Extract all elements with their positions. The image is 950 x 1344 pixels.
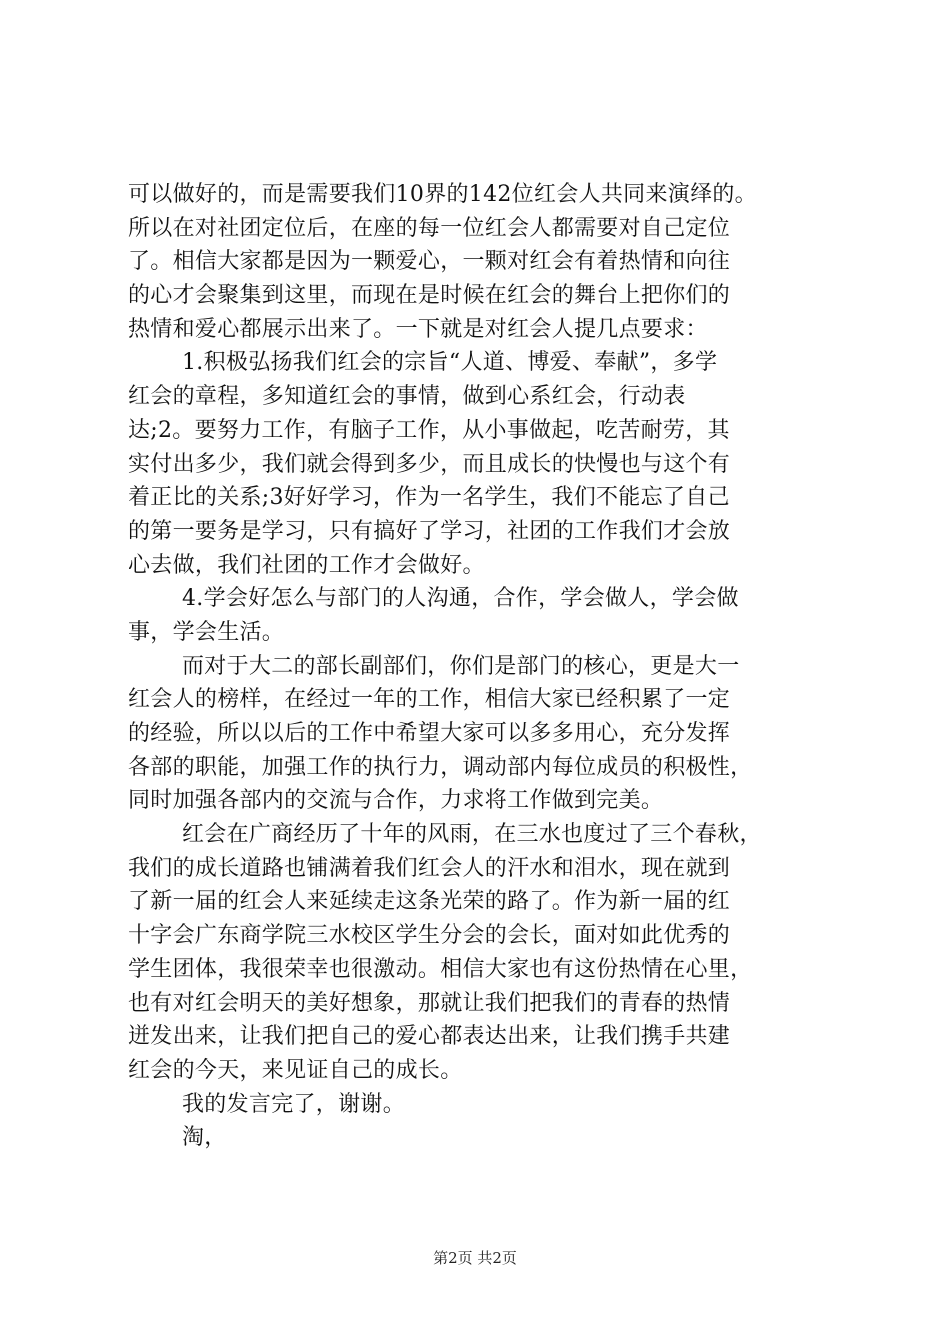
text-line: 热情和爱心都展示出来了。一下就是对红会人提几点要求： bbox=[128, 316, 708, 342]
text-line: 事，学会生活。 bbox=[128, 619, 285, 645]
text-line: 心去做，我们社团的工作才会做好。 bbox=[128, 552, 485, 578]
text-line: 可以做好的，而是需要我们10界的142位红会人共同来演绎的。 bbox=[128, 182, 757, 207]
text-line: 所以在对社团定位后，在座的每一位红会人都需要对自己定位 bbox=[128, 215, 731, 241]
text-line: 也有对红会明天的美好想象，那就让我们把我们的青春的热情 bbox=[128, 990, 731, 1016]
text-line: 淘， bbox=[182, 1125, 227, 1151]
text-line: 而对于大二的部长副部们，你们是部门的核心，更是大一 bbox=[182, 653, 740, 679]
text-line: 学生团体，我很荣幸也很激动。相信大家也有这份热情在心里， bbox=[128, 956, 753, 982]
text-line: 十字会广东商学院三水校区学生分会的会长，面对如此优秀的 bbox=[128, 923, 731, 949]
text-line: 同时加强各部内的交流与合作，力求将工作做到完美。 bbox=[128, 788, 664, 814]
text-line: 我们的成长道路也铺满着我们红会人的汗水和泪水，现在就到 bbox=[128, 855, 731, 881]
text-line: 红会的今天，来见证自己的成长。 bbox=[128, 1057, 463, 1083]
text-line: 红会人的榜样，在经过一年的工作，相信大家已经积累了一定 bbox=[128, 687, 731, 713]
text-line: 了。相信大家都是因为一颗爱心，一颗对红会有着热情和向往 bbox=[128, 249, 731, 275]
text-line: 实付出多少，我们就会得到多少，而且成长的快慢也与这个有 bbox=[128, 451, 731, 477]
text-line: 达;2。要努力工作，有脑子工作，从小事做起，吃苦耐劳，其 bbox=[128, 417, 730, 443]
text-line: 了新一届的红会人来延续走这条光荣的路了。作为新一届的红 bbox=[128, 889, 731, 915]
text-line: 的第一要务是学习，只有搞好了学习，社团的工作我们才会放 bbox=[128, 518, 731, 544]
text-line: 各部的职能，加强工作的执行力，调动部内每位成员的积极性， bbox=[128, 754, 753, 780]
text-line: 4.学会好怎么与部门的人沟通，合作，学会做人，学会做 bbox=[182, 586, 739, 612]
text-line: 红会在广商经历了十年的风雨，在三水也度过了三个春秋， bbox=[182, 822, 762, 848]
text-line: 的经验，所以以后的工作中希望大家可以多多用心，充分发挥 bbox=[128, 721, 731, 746]
text-line: 迸发出来，让我们把自己的爱心都表达出来，让我们携手共建 bbox=[128, 1024, 731, 1050]
text-line: 红会的章程，多知道红会的事情，做到心系红会，行动表 bbox=[128, 384, 686, 410]
page-footer: 第2页 共2页 bbox=[433, 1249, 517, 1267]
text-line: 1.积极弘扬我们红会的宗旨“人道、博爱、奉献”，多学 bbox=[182, 350, 718, 376]
document-body bbox=[128, 178, 828, 1155]
text-line: 我的发言完了，谢谢。 bbox=[182, 1091, 406, 1117]
text-line: 的心才会聚集到这里，而现在是时候在红会的舞台上把你们的 bbox=[128, 283, 731, 309]
text-line: 着正比的关系;3好好学习，作为一名学生，我们不能忘了自己 bbox=[128, 485, 730, 511]
